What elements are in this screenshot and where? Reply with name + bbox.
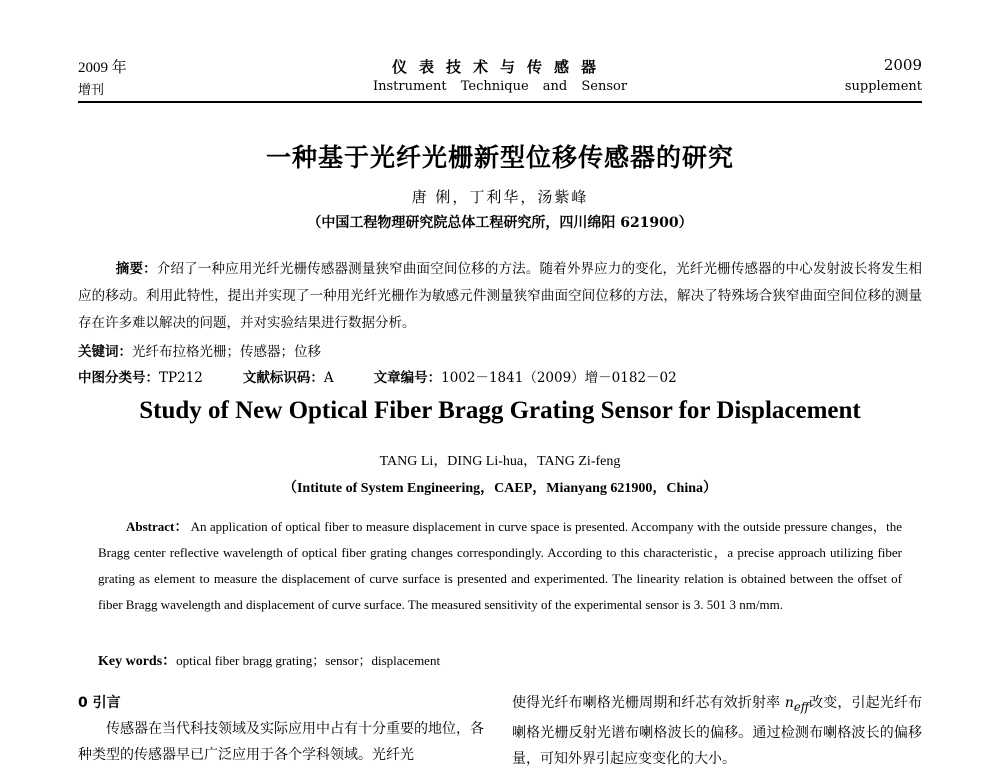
doc-code-value: A [323, 370, 334, 386]
journal-name-cn: 仪表技术与传感器 [391, 58, 608, 76]
classification-line [78, 366, 922, 386]
paper-title-cn: 一种基于光纤光栅新型位移传感器的研究 [265, 143, 734, 172]
abstract-en [98, 514, 902, 618]
header-issue-left: 增刊 [78, 83, 105, 98]
keywords-en-text: optical fiber bragg grating；sensor；displacement [176, 653, 441, 668]
section-right-text-2: 改变，引起光纤布喇格光栅反射光谱布喇格波长的偏移。通过检测布喇格波长的偏移量，可知外界引起应变变化的大小。 [512, 695, 923, 767]
section-number: 0 [78, 695, 88, 711]
authors-cn: 唐 俐，丁利华，汤紫峰 [411, 188, 589, 206]
clc-value: TP212 [159, 370, 203, 386]
doc-code-label: 文献标识码： [242, 370, 324, 386]
abstract-cn [78, 256, 922, 337]
journal-name-en: Instrument Technique and Sensor [372, 79, 628, 94]
article-no-label: 文章编号： [373, 370, 442, 386]
header-year-right: 2009 [883, 56, 922, 74]
section-title: 引言 [92, 695, 121, 711]
article-no-value: 1002－1841（2009）增－0182－02 [441, 370, 677, 386]
symbol-n: n [784, 695, 794, 711]
section-heading [78, 690, 484, 716]
keywords-en [98, 650, 902, 670]
header-year-left: 2009 年 [78, 60, 127, 76]
keywords-en-label: Key words： [98, 654, 177, 669]
paper-title-en: Study of New Optical Fiber Bragg Grating Sensor for Displacement [139, 397, 861, 424]
body-column-left [78, 690, 484, 768]
section-right-text-1: 使得光纤布喇格光栅周期和纤芯有效折射率 [512, 695, 785, 711]
keywords-cn-label: 关键词： [78, 344, 132, 360]
affiliation-en: （Intitute of System Engineering，CAEP，Mianyang 621900，China） [282, 481, 718, 496]
abstract-cn-text: 介绍了一种应用光纤光栅传感器测量狭窄曲面空间位移的方法。随着外界应力的变化，光纤光栅传感器的中心发射波长将发生相应的移动。利用此特性，提出并实现了一种用光纤光栅作为敏感元件测量狭窄曲面空间位移的方法，解决了特殊场合狭窄曲面空间位移的测量存在许多难以解决的问题，并对实验结果进行数据分析。 [78, 261, 923, 331]
abstract-en-text: An application of optical fiber to measure displacement in curve space is presented. Accompany with the outside pressure changes，the Bragg center reflective wavelength of optical fiber grating changes correspondingly. According to this characteristic，a precise approach utilizing fiber grating as element to measure the displacement of curve surface is presented and experimented. The linearity relation is obtained between the offset of fiber Bragg wavelength and displacement of curve surface. The measured sensitivity of the experimental sensor is 3. 501 3 nm/mm. [98, 519, 902, 612]
authors-en: TANG Li，DING Li-hua，TANG Zi-feng [379, 454, 621, 469]
keywords-cn-text: 光纤布拉格光栅；传感器；位移 [132, 344, 321, 360]
abstract-en-label: Abstract： [126, 519, 188, 534]
keywords-cn [78, 340, 922, 360]
symbol-eff: eff [793, 699, 810, 714]
header-issue-right: supplement [844, 79, 922, 94]
header-rule [78, 101, 922, 103]
affiliation-cn: （中国工程物理研究院总体工程研究所，四川绵阳 621900） [307, 215, 693, 231]
abstract-cn-label: 摘要： [115, 261, 157, 277]
journal-header [78, 56, 922, 100]
clc-label: 中图分类号： [78, 370, 159, 386]
section-left-text: 传感器在当代科技领域及实际应用中占有十分重要的地位，各种类型的传感器早已广泛应用于各个学科领域。光纤光 [78, 721, 484, 763]
